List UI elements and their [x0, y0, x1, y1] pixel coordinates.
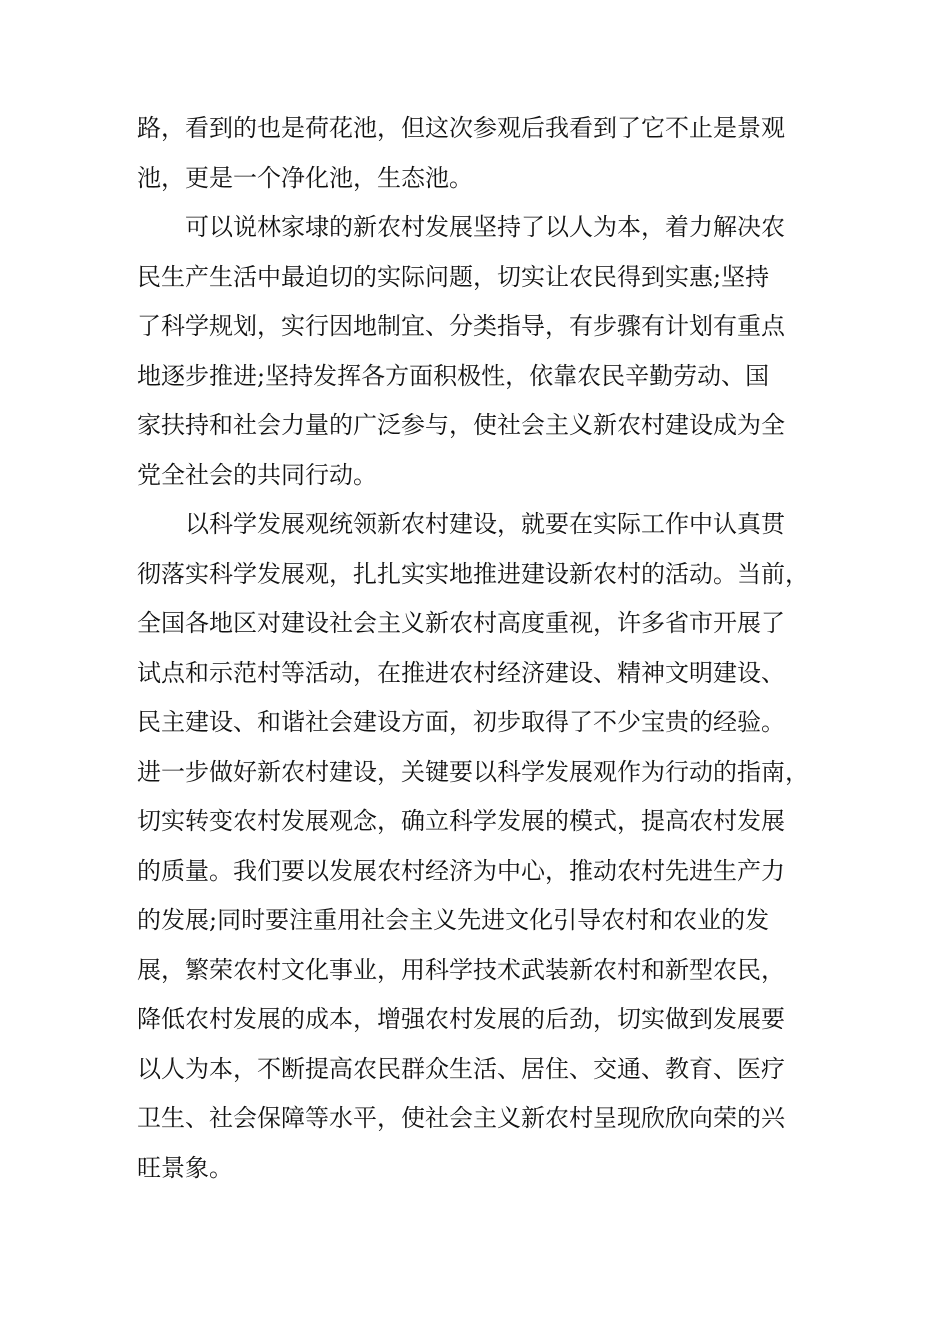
- text-line: 路，看到的也是荷花池，但这次参观后我看到了它不止是景观: [137, 114, 785, 142]
- text-line: 进一步做好新农村建设，关键要以科学发展观作为行动的指南，: [137, 757, 809, 786]
- paragraph: [137, 104, 837, 203]
- text-line: 试点和示范村等活动，在推进农村经济建设、精神文明建设、: [137, 658, 785, 687]
- text-line: 以人为本，不断提高农民群众生活、居住、交通、教育、医疗: [137, 1054, 785, 1083]
- text-line: 的质量。我们要以发展农村经济为中心，推动农村先进生产力: [137, 856, 785, 885]
- text-line: 以科学发展观统领新农村建设，就要在实际工作中认真贯: [185, 510, 785, 538]
- text-line: 民主建设、和谐社会建设方面，初步取得了不少宝贵的经验。: [137, 708, 785, 736]
- text-line: 地逐步推进;坚持发挥各方面积极性，依靠农民辛勤劳动、国: [137, 361, 770, 390]
- text-line: 家扶持和社会力量的广泛参与，使社会主义新农村建设成为全: [137, 411, 785, 439]
- text-line: 池，更是一个净化池，生态池。: [137, 163, 473, 192]
- text-line: 可以说林家埭的新农村发展坚持了以人为本，着力解决农: [185, 213, 785, 241]
- paragraph: [137, 203, 837, 500]
- text-line: 党全社会的共同行动。: [137, 460, 377, 489]
- text-line: 切实转变农村发展观念，确立科学发展的模式，提高农村发展: [137, 807, 785, 835]
- paragraph: [137, 500, 837, 1193]
- text-line: 民生产生活中最迫切的实际问题，切实让农民得到实惠;坚持: [137, 262, 770, 291]
- text-line: 彻落实科学发展观，扎扎实实地推进建设新农村的活动。当前，: [137, 559, 809, 588]
- text-line: 卫生、社会保障等水平，使社会主义新农村呈现欣欣向荣的兴: [137, 1104, 785, 1132]
- document-body: [137, 104, 837, 1193]
- text-line: 旺景象。: [137, 1153, 233, 1182]
- text-line: 展，繁荣农村文化事业，用科学技术武装新农村和新型农民，: [137, 955, 785, 984]
- text-line: 的发展;同时要注重用社会主义先进文化引导农村和农业的发: [137, 906, 770, 934]
- text-line: 了科学规划，实行因地制宜、分类指导，有步骤有计划有重点: [137, 312, 785, 340]
- text-line: 全国各地区对建设社会主义新农村高度重视，许多省市开展了: [137, 609, 785, 637]
- text-line: 降低农村发展的成本，增强农村发展的后劲，切实做到发展要: [137, 1005, 785, 1033]
